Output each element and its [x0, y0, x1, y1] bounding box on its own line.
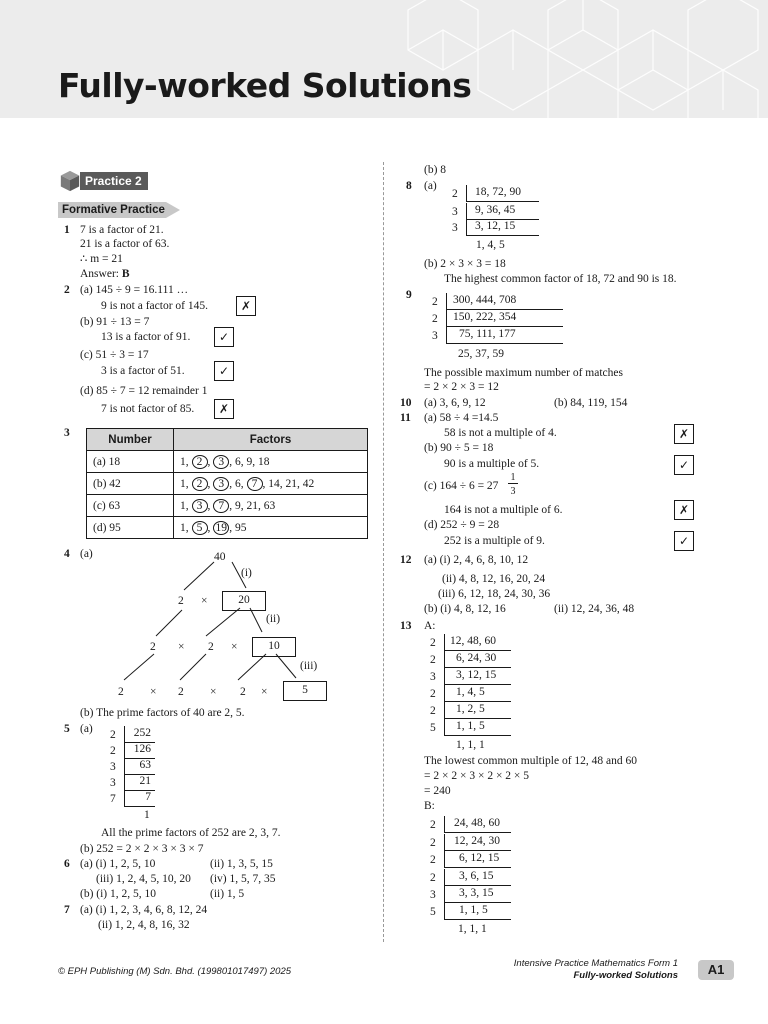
ladder-divisor: 2 [430, 837, 436, 849]
ladder-cell [444, 702, 511, 719]
cross-mark-icon: ✗ [214, 399, 234, 419]
page-header [0, 0, 768, 118]
ladder-last: 1, 1, 1 [456, 739, 485, 751]
tree-boxed-node: 10 [252, 637, 296, 657]
ladder-cell [444, 685, 511, 702]
formative-practice-label: Formative Practice [58, 202, 166, 218]
table-cell [174, 473, 368, 495]
ladder-cell [466, 203, 539, 220]
q8-line: The highest common factor of 18, 72 and 90 is 18. [444, 273, 677, 285]
ladder-cell [444, 886, 511, 903]
table-cell: (d) 95 [87, 517, 174, 539]
ladder-divisor: 2 [432, 313, 438, 325]
q10-line: (b) 84, 119, 154 [554, 397, 628, 409]
q6-line: (b) (i) 1, 2, 5, 10 [80, 888, 157, 900]
q1-line: 21 is a factor of 63. [80, 238, 170, 250]
cell-text: , 95 [229, 521, 247, 534]
ladder-last: 1, 4, 5 [476, 239, 505, 251]
q11-line: (b) 90 ÷ 5 = 18 [424, 442, 494, 454]
ladder-cell [446, 310, 563, 327]
tree-node: 2 [178, 686, 184, 698]
cell-text: , 14, 21, 42 [262, 477, 315, 490]
q8-line: (b) 2 × 3 × 3 = 18 [424, 258, 506, 270]
page-title: Fully-worked Solutions [58, 66, 472, 105]
tree-boxed-node: 20 [222, 591, 266, 611]
cell-text: , [207, 499, 214, 512]
table-cell [174, 451, 368, 473]
ladder-cell [444, 851, 511, 868]
cell-text: , [207, 521, 214, 534]
factors-table [86, 428, 368, 539]
footer-section: Fully-worked Solutions [573, 970, 678, 981]
table-cell [174, 495, 368, 517]
ladder-value: 12, 24, 30 [454, 835, 500, 847]
q11-line: 90 is a multiple of 5. [444, 458, 540, 470]
ladder-value: 3, 6, 15 [459, 870, 494, 882]
tree-root: 40 [214, 551, 226, 563]
q7-number: 7 [64, 904, 70, 916]
q13-line: = 2 × 2 × 3 × 2 × 2 × 5 [424, 770, 530, 782]
times-sign: × [150, 686, 157, 698]
book-title: Intensive Practice Mathematics Form 1 [513, 958, 678, 969]
ladder-value: 1, 4, 5 [456, 686, 485, 698]
times-sign: × [210, 686, 217, 698]
table-row [87, 473, 368, 495]
circled-prime: 7 [247, 477, 263, 491]
q12-line: (a) (i) 2, 4, 6, 8, 10, 12 [424, 554, 529, 566]
ladder-cell [466, 185, 539, 202]
ladder-cell [444, 869, 511, 886]
ladder-cell [444, 634, 511, 651]
times-sign: × [201, 595, 208, 607]
cell-text: 1, [180, 477, 192, 490]
q4-part-b: (b) The prime factors of 40 are 2, 5. [80, 707, 245, 719]
cross-mark-icon: ✗ [236, 296, 256, 316]
ladder-cell [124, 774, 155, 791]
check-mark-icon: ✓ [214, 327, 234, 347]
q2-line: 9 is not a factor of 145. [101, 300, 208, 312]
q9-line: The possible maximum number of matches [424, 367, 623, 379]
ladder-divisor: 2 [430, 872, 436, 884]
circled-prime: 3 [213, 477, 229, 491]
q1-answer [80, 267, 130, 281]
circled-prime: 3 [213, 455, 229, 469]
ladder-divisor: 3 [452, 222, 458, 234]
table-cell: (c) 63 [87, 495, 174, 517]
q2-line: (d) 85 ÷ 7 = 12 remainder 1 [80, 385, 208, 397]
q5-conclusion: All the prime factors of 252 are 2, 3, 7. [101, 827, 281, 839]
ladder-cell [444, 903, 511, 920]
copyright-text: © EPH Publishing (M) Sdn. Bhd. (199801017497) 2025 [58, 966, 292, 977]
table-cell: (a) 18 [87, 451, 174, 473]
ladder-divisor: 5 [430, 722, 436, 734]
q2-line: 7 is not factor of 85. [101, 403, 195, 415]
ladder-value: 300, 444, 708 [453, 294, 517, 306]
times-sign: × [261, 686, 268, 698]
q6-line: (ii) 1, 3, 5, 15 [210, 858, 273, 870]
q9-line: = 2 × 2 × 3 = 12 [424, 381, 499, 393]
q3-number: 3 [64, 427, 70, 439]
tree-node: 2 [240, 686, 246, 698]
q13-number: 13 [400, 620, 412, 632]
column-header: Number [87, 429, 174, 451]
q13-line: The lowest common multiple of 12, 48 and 60 [424, 755, 638, 767]
ladder-last: 25, 37, 59 [458, 348, 504, 360]
ladder-cell [446, 327, 563, 344]
ladder-cell [446, 293, 563, 310]
ladder-cell [444, 816, 511, 833]
ladder-cell [124, 790, 155, 807]
tree-node: 2 [208, 641, 214, 653]
answer-label: Answer: [80, 268, 119, 280]
ladder-last: 1 [144, 809, 150, 821]
ladder-divisor: 3 [110, 761, 116, 773]
q11-line: 58 is not a multiple of 4. [444, 427, 557, 439]
ladder-cell [124, 726, 155, 743]
q2-line: (b) 91 ÷ 13 = 7 [80, 316, 150, 328]
ladder-cell [444, 651, 511, 668]
tree-node: 2 [178, 595, 184, 607]
ladder-divisor: 3 [430, 671, 436, 683]
circled-prime: 7 [213, 499, 229, 513]
table-row [87, 451, 368, 473]
q1-line: 7 is a factor of 21. [80, 224, 164, 236]
q7-line: (ii) 1, 2, 4, 8, 16, 32 [98, 919, 190, 931]
tree-boxed-node: 5 [283, 681, 327, 701]
ladder-divisor: 7 [110, 793, 116, 805]
q11-line: (a) 58 ÷ 4 =14.5 [424, 412, 499, 424]
ladder-cell [124, 742, 155, 759]
table-row [87, 495, 368, 517]
ladder-value: 24, 48, 60 [454, 817, 500, 829]
ladder-divisor: 3 [430, 889, 436, 901]
tree-label: (i) [241, 567, 252, 579]
q10-line: (a) 3, 6, 9, 12 [424, 397, 486, 409]
q11-line: (d) 252 ÷ 9 = 28 [424, 519, 500, 531]
ladder-divisor: 2 [110, 729, 116, 741]
q13-part-b-label: B: [424, 800, 435, 812]
footer-book-info [514, 958, 678, 982]
ladder-value: 75, 111, 177 [459, 328, 516, 340]
q11-line: 164 is not a multiple of 6. [444, 504, 563, 516]
circled-prime: 3 [192, 499, 208, 513]
answer-value: B [121, 268, 130, 280]
ladder-value: 9, 36, 45 [475, 204, 516, 216]
ladder-value: 3, 3, 15 [459, 887, 494, 899]
cell-text: 1, [180, 455, 192, 468]
cell-text: , 9, 21, 63 [229, 499, 276, 512]
q2-number: 2 [64, 284, 70, 296]
circled-prime: 19 [213, 521, 229, 535]
ladder-value: 18, 72, 90 [475, 186, 521, 198]
q5-part-b: (b) 252 = 2 × 2 × 3 × 3 × 7 [80, 843, 204, 855]
ladder-value: 6, 24, 30 [456, 652, 497, 664]
q5-part-a: (a) [80, 723, 93, 735]
ladder-divisor: 2 [110, 745, 116, 757]
q7-line: (b) 8 [424, 164, 447, 176]
q2-line: 13 is a factor of 91. [101, 331, 191, 343]
q10-number: 10 [400, 397, 412, 409]
cross-mark-icon: ✗ [674, 424, 694, 444]
q9-number: 9 [406, 289, 412, 301]
ladder-value: 7 [145, 791, 151, 803]
column-header: Factors [174, 429, 368, 451]
fraction-numerator: 1 [508, 472, 518, 484]
ladder-divisor: 2 [452, 188, 458, 200]
ladder-divisor: 3 [452, 206, 458, 218]
cell-text: , [207, 477, 214, 490]
ladder-divisor: 2 [430, 819, 436, 831]
tree-node: 2 [150, 641, 156, 653]
ladder-value: 3, 12, 15 [475, 220, 516, 232]
tree-node: 2 [118, 686, 124, 698]
table-cell: (b) 42 [87, 473, 174, 495]
tree-label: (iii) [300, 660, 318, 672]
table-header-row [87, 429, 368, 451]
q4-part-a: (a) [80, 548, 93, 560]
ladder-value: 12, 48, 60 [450, 635, 496, 647]
q5-number: 5 [64, 723, 70, 735]
q11-line: (c) 164 ÷ 6 = 27 [424, 480, 499, 492]
ladder-value: 150, 222, 354 [453, 311, 517, 323]
practice-label: Practice 2 [80, 172, 148, 190]
check-mark-icon: ✓ [674, 531, 694, 551]
ladder-divisor: 2 [430, 654, 436, 666]
cell-text: 1, [180, 521, 192, 534]
ladder-value: 1, 1, 5 [456, 720, 485, 732]
ladder-divisor: 2 [432, 296, 438, 308]
circled-prime: 5 [192, 521, 208, 535]
q7-line: (a) (i) 1, 2, 3, 4, 6, 8, 12, 24 [80, 904, 208, 916]
q6-number: 6 [64, 858, 70, 870]
q11-line: 252 is a multiple of 9. [444, 535, 545, 547]
q11-number: 11 [400, 412, 411, 424]
ladder-value: 252 [133, 727, 151, 739]
ladder-divisor: 2 [430, 637, 436, 649]
q8-number: 8 [406, 180, 412, 192]
ladder-value: 21 [139, 775, 151, 787]
cell-text: , 6, [229, 477, 247, 490]
tree-label: (ii) [266, 613, 281, 625]
circled-prime: 2 [192, 455, 208, 469]
q6-line: (iii) 1, 2, 4, 5, 10, 20 [96, 873, 191, 885]
check-mark-icon: ✓ [674, 455, 694, 475]
ladder-value: 1, 1, 5 [459, 904, 488, 916]
cell-text: , 6, 9, 18 [229, 455, 270, 468]
q12-line: (b) (i) 4, 8, 12, 16 [424, 603, 506, 615]
ladder-value: 126 [133, 743, 151, 755]
cross-mark-icon: ✗ [674, 500, 694, 520]
ladder-value: 63 [139, 759, 151, 771]
q12-line: (iii) 6, 12, 18, 24, 30, 36 [438, 588, 551, 600]
table-row [87, 517, 368, 539]
fraction-denominator: 3 [510, 486, 516, 497]
arrow-icon [166, 202, 180, 218]
table-cell [174, 517, 368, 539]
q6-line: (a) (i) 1, 2, 5, 10 [80, 858, 156, 870]
q1-line: ∴ m = 21 [80, 253, 123, 265]
ladder-divisor: 3 [110, 777, 116, 789]
ladder-divisor: 2 [430, 854, 436, 866]
ladder-value: 1, 2, 5 [456, 703, 485, 715]
times-sign: × [178, 641, 185, 653]
q1-number: 1 [64, 224, 70, 236]
ladder-divisor: 3 [432, 330, 438, 342]
ladder-cell [444, 668, 511, 685]
q6-line: (ii) 1, 5 [210, 888, 245, 900]
q4-number: 4 [64, 548, 70, 560]
q8-part-a: (a) [424, 180, 437, 192]
ladder-divisor: 2 [430, 688, 436, 700]
q6-line: (iv) 1, 5, 7, 35 [210, 873, 276, 885]
cell-text: , [207, 455, 214, 468]
cell-text: 1, [180, 499, 192, 512]
q13-line: = 240 [424, 785, 451, 797]
times-sign: × [231, 641, 238, 653]
q12-number: 12 [400, 554, 412, 566]
q13-part-a-label: A: [424, 620, 436, 632]
cube-icon [58, 170, 82, 192]
ladder-cell [124, 758, 155, 775]
q2-line: 3 is a factor of 51. [101, 365, 185, 377]
q2-line: (c) 51 ÷ 3 = 17 [80, 349, 149, 361]
ladder-cell [444, 719, 511, 736]
q2-line: (a) 145 ÷ 9 = 16.111 … [80, 284, 189, 296]
ladder-value: 6, 12, 15 [459, 852, 500, 864]
ladder-cell [466, 219, 539, 236]
q12-line: (ii) 12, 24, 36, 48 [554, 603, 635, 615]
check-mark-icon: ✓ [214, 361, 234, 381]
ladder-last: 1, 1, 1 [458, 923, 487, 935]
ladder-cell [444, 834, 511, 851]
q12-line: (ii) 4, 8, 12, 16, 20, 24 [442, 573, 546, 585]
ladder-divisor: 2 [430, 705, 436, 717]
page-number: A1 [698, 960, 734, 980]
circled-prime: 2 [192, 477, 208, 491]
column-divider [383, 162, 384, 942]
ladder-value: 3, 12, 15 [456, 669, 497, 681]
ladder-divisor: 5 [430, 906, 436, 918]
